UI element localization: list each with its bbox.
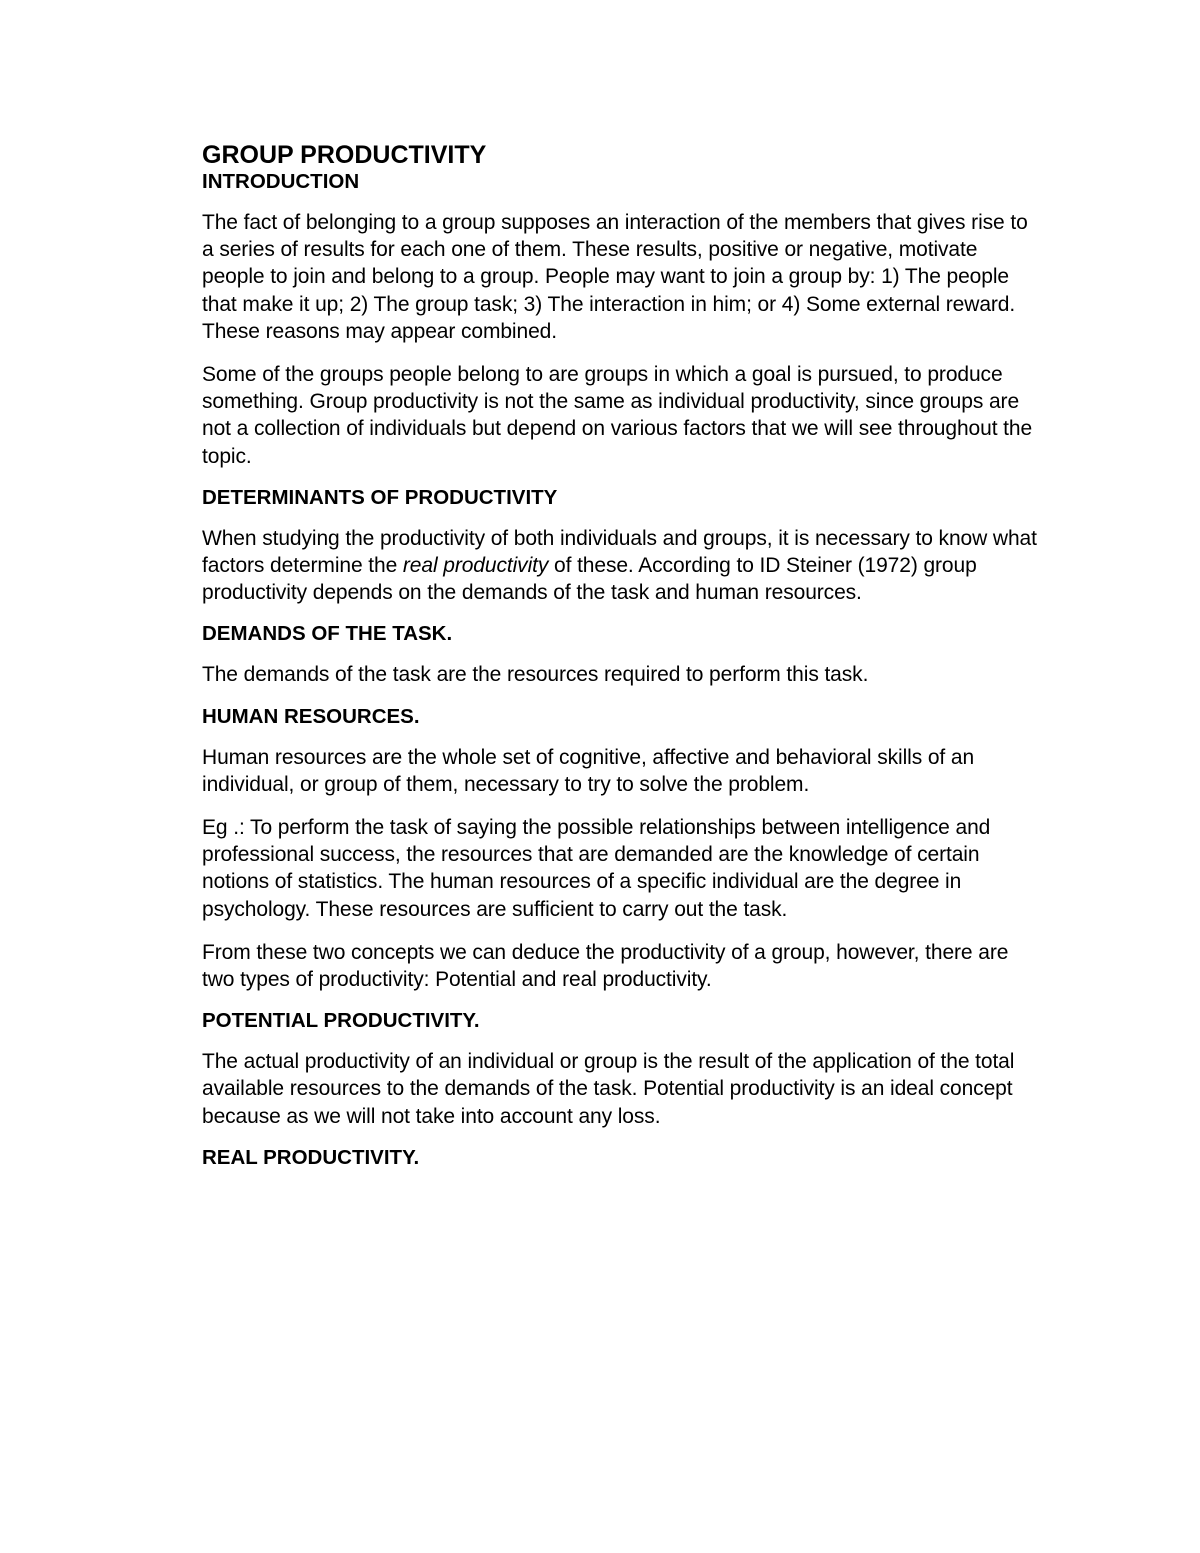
human-resources-paragraph-3: From these two concepts we can deduce the productivity of a group, however, there are two types of productivity: Potential and real productivity. bbox=[202, 940, 1009, 992]
section-heading-real: REAL PRODUCTIVITY. bbox=[202, 1145, 420, 1169]
determinants-text-start: When studying the productivity of both individuals and groups, it is necessary to know what factors determine the bbox=[202, 526, 1037, 578]
determinants-paragraph bbox=[202, 525, 1042, 607]
potential-paragraph: The actual productivity of an individual or group is the result of the application of the total available resources to the demands of the task. Potential productivity is an ideal concept because as we will not take into account any loss. bbox=[202, 1050, 1015, 1128]
section-heading-introduction: INTRODUCTION bbox=[202, 170, 360, 193]
determinants-text-end: of these. According to ID Steiner (1972) group productivity depends on the demands of the task and human resources. bbox=[202, 554, 977, 605]
introduction-paragraph-2: Some of the groups people belong to are groups in which a goal is pursued, to produce something. Group productivity is not the same as individual productivity, since groups are not a collection of individuals but depend on various factors that we will see throughout the topic. bbox=[202, 363, 1033, 468]
section-heading-potential: POTENTIAL PRODUCTIVITY. bbox=[202, 1009, 480, 1033]
section-heading-demands: DEMANDS OF THE TASK. bbox=[202, 622, 453, 646]
human-resources-example-paragraph: Eg .: To perform the task of saying the possible relationships between intelligence and professional success, the resources that are demanded are the knowledge of certain notions of statistics. The human resources of a specific individual are the degree in psychology. These resources are sufficient to carry out the task. bbox=[202, 816, 991, 921]
introduction-paragraph-1: The fact of belonging to a group supposes an interaction of the members that gives rise to a series of results for each one of them. These results, positive or negative, motivate people to join and belong to a group. People may want to join a group by: 1) The people that make it up; 2) The group task; 3) The interaction in him; or 4) Some external reward. These reasons may appear combined. bbox=[202, 211, 1028, 343]
document-body bbox=[202, 140, 1042, 1185]
document-title: GROUP PRODUCTIVITY bbox=[202, 141, 487, 169]
demands-paragraph: The demands of the task are the resources required to perform this task. bbox=[202, 663, 869, 687]
human-resources-paragraph-1: Human resources are the whole set of cognitive, affective and behavioral skills of an individual, or group of them, necessary to try to solve the problem. bbox=[202, 745, 975, 796]
section-heading-human-resources: HUMAN RESOURCES. bbox=[202, 704, 420, 728]
section-heading-determinants: DETERMINANTS OF PRODUCTIVITY bbox=[202, 485, 558, 509]
real-productivity-emphasis: real productivity bbox=[402, 554, 549, 578]
